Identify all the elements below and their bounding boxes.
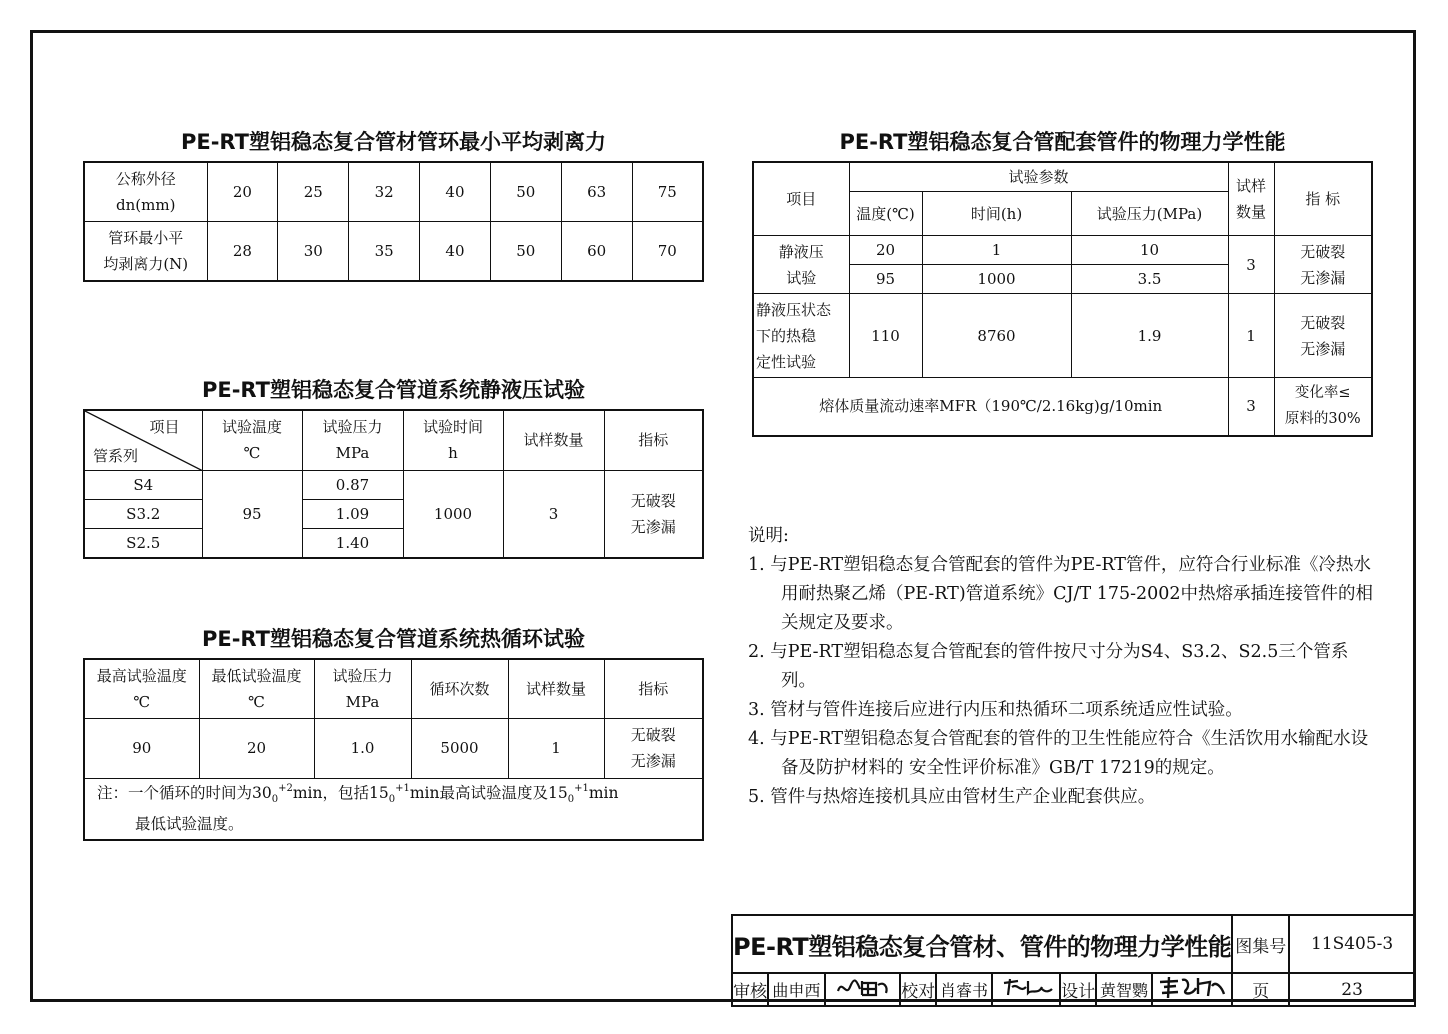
drawing-title: PE-RT塑铝稳态复合管材、管件的物理力学性能 <box>732 915 1232 973</box>
header-count: 试样数量 <box>503 410 604 470</box>
row-hydrostatic-label: 静液压 试验 <box>753 236 849 294</box>
design-name: 黄智鹦 <box>1096 973 1151 1006</box>
dn-cell: 75 <box>632 162 703 221</box>
design-label: 设计 <box>1060 973 1096 1006</box>
pressure-cell: 1.09 <box>302 499 403 528</box>
header-cycles: 循环次数 <box>411 659 508 718</box>
row-mfr-label: 熔体质量流动速率MFR（190℃/2.16kg)g/10min <box>753 378 1228 436</box>
dn-cell: 25 <box>278 162 349 221</box>
header-index: 指 标 <box>1274 162 1372 236</box>
count-cell: 1 <box>508 718 604 778</box>
pressure-cell: 1.40 <box>302 528 403 558</box>
page-label: 页 <box>1232 973 1289 1006</box>
force-cell: 60 <box>561 221 632 281</box>
dn-cell: 20 <box>207 162 278 221</box>
header-max-temp: 最高试验温度 ℃ <box>84 659 199 718</box>
force-cell: 40 <box>420 221 491 281</box>
header-params: 试验参数 <box>849 162 1228 192</box>
dn-cell: 40 <box>420 162 491 221</box>
series-cell: S4 <box>84 470 202 499</box>
check-label: 校对 <box>900 973 936 1006</box>
count-cell: 3 <box>1228 378 1274 436</box>
note-item: 4. 与PE-RT塑铝稳态复合管配套的管件的卫生性能应符合《生活饮用水输配水设备及防护材料的 安全性评价标准》GB/T 17219的规定。 <box>748 729 1369 778</box>
row-thermal-stability-label: 静液压状态 下的热稳 定性试验 <box>753 294 849 378</box>
header-index: 指标 <box>604 410 703 470</box>
pressure-cell: 1.0 <box>314 718 411 778</box>
peel-force-table <box>83 161 704 282</box>
header-time: 时间(h) <box>922 192 1071 236</box>
index-cell: 变化率≤ 原料的30% <box>1274 378 1372 436</box>
index-cell: 无破裂 无渗漏 <box>604 470 703 558</box>
header-index: 指标 <box>604 659 703 718</box>
header-count: 试样数量 <box>508 659 604 718</box>
force-cell: 28 <box>207 221 278 281</box>
table3-title: PE-RT塑铝稳态复合管道系统热循环试验 <box>201 627 585 651</box>
note-item: 1. 与PE-RT塑铝稳态复合管配套的管件为PE-RT管件，应符合行业标准《冷热水用耐热聚乙烯（PE-RT)管道系统》CJ/T 175-2002中热熔承插连接管件的相关规定及要求。 <box>748 555 1374 633</box>
check-signature <box>992 973 1060 1006</box>
note-item: 5. 管件与热熔连接机具应由管材生产企业配套供应。 <box>748 787 1156 807</box>
diagonal-header-cell <box>84 410 202 470</box>
pressure-cell: 1.9 <box>1071 294 1228 378</box>
header-time: 试验时间 h <box>403 410 503 470</box>
pressure-cell: 0.87 <box>302 470 403 499</box>
review-name: 曲申西 <box>768 973 824 1006</box>
min-temp-cell: 20 <box>199 718 314 778</box>
table4-title: PE-RT塑铝稳态复合管配套管件的物理力学性能 <box>839 130 1286 154</box>
header-min-temp: 最低试验温度 ℃ <box>199 659 314 718</box>
index-cell: 无破裂 无渗漏 <box>1274 294 1372 378</box>
header-pressure: 试验压力(MPa) <box>1071 192 1228 236</box>
dn-label: 公称外径 dn(mm) <box>84 162 207 221</box>
title-block <box>731 914 1416 1007</box>
count-cell: 3 <box>1228 236 1274 294</box>
cycles-cell: 5000 <box>411 718 508 778</box>
note-item: 2. 与PE-RT塑铝稳态复合管配套的管件按尺寸分为S4、S3.2、S2.5三个管系列。 <box>748 642 1349 691</box>
time-cell: 1000 <box>403 470 503 558</box>
pressure-cell: 3.5 <box>1071 265 1228 294</box>
fittings-table <box>752 161 1373 437</box>
time-cell: 8760 <box>922 294 1071 378</box>
hydrostatic-table <box>83 409 704 559</box>
index-cell: 无破裂 无渗漏 <box>1274 236 1372 294</box>
force-cell: 30 <box>278 221 349 281</box>
atlas-number: 11S405-3 <box>1289 915 1415 973</box>
force-cell: 35 <box>349 221 420 281</box>
index-cell: 无破裂 无渗漏 <box>604 718 703 778</box>
series-cell: S2.5 <box>84 528 202 558</box>
series-cell: S3.2 <box>84 499 202 528</box>
force-label: 管环最小平 均剥离力(N) <box>84 221 207 281</box>
temp-cell: 95 <box>849 265 922 294</box>
thermal-cycle-table <box>83 658 704 841</box>
time-cell: 1 <box>922 236 1071 265</box>
check-name: 肖睿书 <box>936 973 991 1006</box>
note-item: 3. 管材与管件连接后应进行内压和热循环二项系统适应性试验。 <box>748 700 1243 720</box>
dn-cell: 32 <box>349 162 420 221</box>
table3-note: 注：一个循环的时间为$30_0^{+2}\min$，包括$15_0^{+1}\min$最高试验温度及$15_0^{+1}\min$ 最低试验温度。 <box>84 778 703 840</box>
header-item: 项目 <box>149 418 180 436</box>
count-cell: 1 <box>1228 294 1274 378</box>
review-label: 审核 <box>732 973 768 1006</box>
header-temp: 试验温度 ℃ <box>202 410 302 470</box>
dn-cell: 63 <box>561 162 632 221</box>
temp-cell: 110 <box>849 294 922 378</box>
table1-title: PE-RT塑铝稳态复合管材管环最小平均剥离力 <box>180 130 606 154</box>
header-item: 项目 <box>753 162 849 236</box>
dn-cell: 50 <box>490 162 561 221</box>
max-temp-cell: 90 <box>84 718 199 778</box>
page-number: 23 <box>1289 973 1415 1006</box>
header-temp: 温度(℃) <box>849 192 922 236</box>
header-pressure: 试验压力 MPa <box>314 659 411 718</box>
time-cell: 1000 <box>922 265 1071 294</box>
temp-cell: 20 <box>849 236 922 265</box>
header-series: 管系列 <box>93 446 139 465</box>
notes-heading: 说明: <box>748 526 789 546</box>
count-cell: 3 <box>503 470 604 558</box>
notes <box>748 522 1378 812</box>
temp-cell: 95 <box>202 470 302 558</box>
force-cell: 70 <box>632 221 703 281</box>
review-signature <box>825 973 900 1006</box>
design-signature <box>1152 973 1233 1006</box>
atlas-label: 图集号 <box>1232 915 1289 973</box>
header-pressure: 试验压力 MPa <box>302 410 403 470</box>
force-cell: 50 <box>490 221 561 281</box>
pressure-cell: 10 <box>1071 236 1228 265</box>
header-count: 试样 数量 <box>1228 162 1274 236</box>
table2-title: PE-RT塑铝稳态复合管道系统静液压试验 <box>201 378 585 402</box>
